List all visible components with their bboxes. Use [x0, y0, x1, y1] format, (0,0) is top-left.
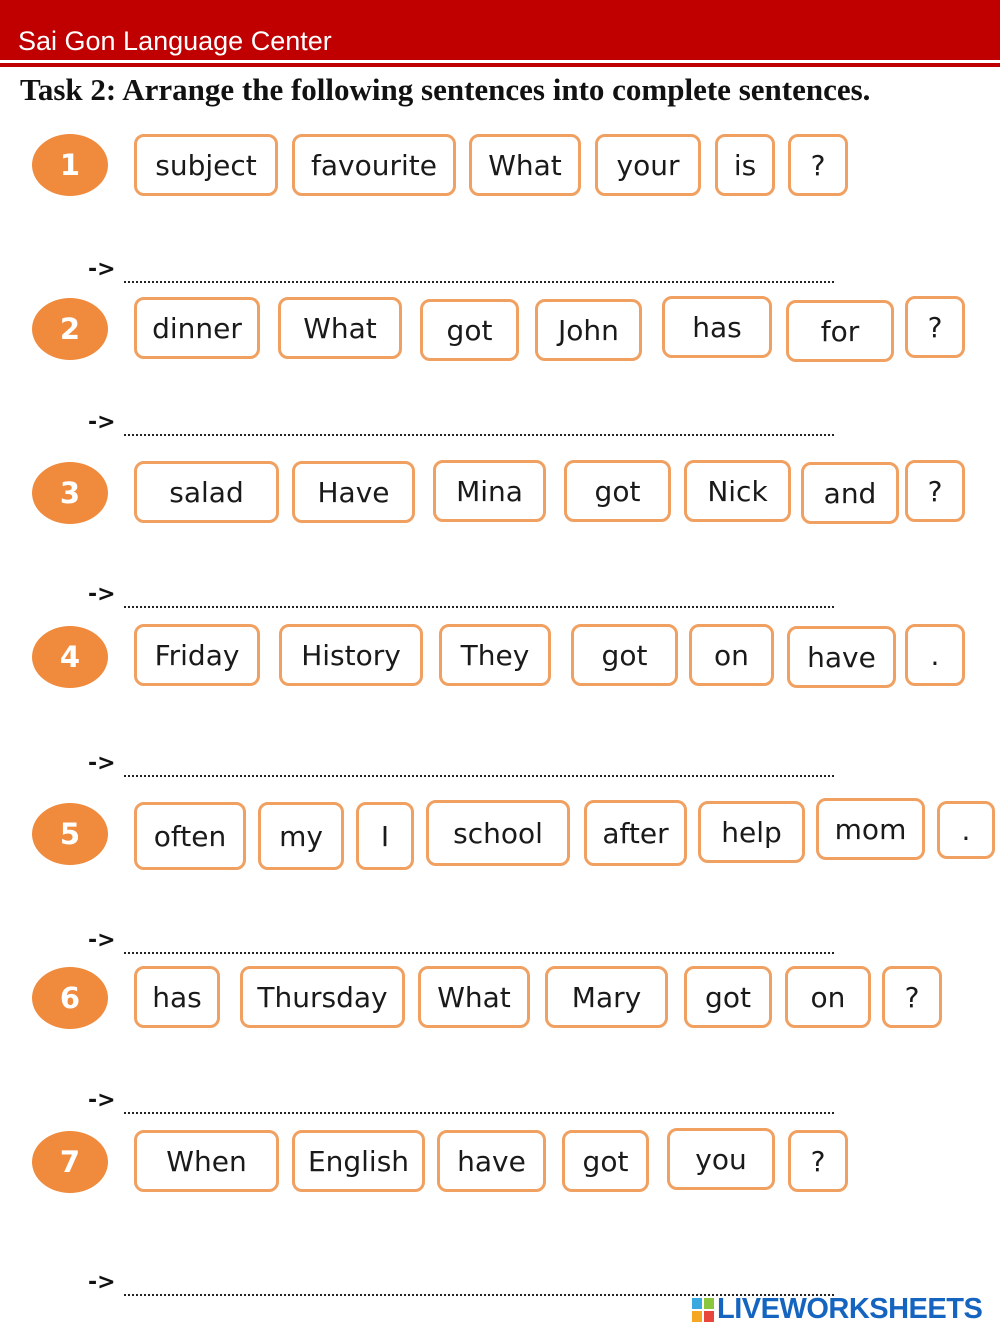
answer-arrow: ->: [88, 927, 116, 953]
answer-line-4: [88, 748, 834, 778]
answer-input-2[interactable]: [124, 408, 834, 436]
word-tile[interactable]: for: [786, 300, 894, 362]
answer-input-4[interactable]: [124, 749, 834, 777]
answer-arrow: ->: [88, 581, 116, 607]
brand-name: LIVEWORKSHEETS: [717, 1293, 983, 1325]
word-tile[interactable]: Have: [292, 461, 415, 523]
word-tile[interactable]: got: [562, 1130, 649, 1192]
word-tile[interactable]: got: [571, 624, 678, 686]
word-tile[interactable]: have: [787, 626, 896, 688]
answer-arrow: ->: [88, 256, 116, 282]
word-tile[interactable]: got: [420, 299, 519, 361]
word-tile[interactable]: you: [667, 1128, 775, 1190]
word-tile[interactable]: What: [278, 297, 402, 359]
word-tile[interactable]: got: [564, 460, 671, 522]
word-tile[interactable]: John: [535, 299, 642, 361]
word-tile[interactable]: mom: [816, 798, 925, 860]
word-tile[interactable]: on: [785, 966, 871, 1028]
word-tile[interactable]: has: [662, 296, 772, 358]
word-tile[interactable]: What: [418, 966, 530, 1028]
answer-input-5[interactable]: [124, 926, 834, 954]
word-tile[interactable]: Mary: [545, 966, 668, 1028]
word-tile[interactable]: after: [584, 800, 687, 866]
answer-line-3: [88, 579, 834, 609]
answer-arrow: ->: [88, 750, 116, 776]
exercise-1-number: 1: [32, 134, 108, 196]
word-tile[interactable]: What: [469, 134, 581, 196]
answer-line-5: [88, 925, 834, 955]
exercise-7-number: 7: [32, 1131, 108, 1193]
word-tile[interactable]: When: [134, 1130, 279, 1192]
word-tile[interactable]: Friday: [134, 624, 260, 686]
word-tile[interactable]: I: [356, 802, 414, 870]
word-tile[interactable]: History: [279, 624, 423, 686]
word-tile[interactable]: English: [292, 1130, 425, 1192]
word-tile[interactable]: Thursday: [240, 966, 405, 1028]
answer-line-1: [88, 254, 834, 284]
answer-line-2: [88, 407, 834, 437]
answer-arrow: ->: [88, 409, 116, 435]
word-tile[interactable]: have: [437, 1130, 546, 1192]
answer-line-6: [88, 1085, 834, 1115]
center-name: Sai Gon Language Center: [18, 26, 332, 56]
liveworksheets-logo: [692, 1293, 982, 1326]
answer-input-1[interactable]: [124, 255, 834, 283]
answer-arrow: ->: [88, 1087, 116, 1113]
word-tile[interactable]: got: [684, 966, 772, 1028]
header-divider: [0, 63, 1000, 67]
word-tile[interactable]: has: [134, 966, 220, 1028]
liveworksheets-icon: [692, 1298, 714, 1322]
answer-arrow: ->: [88, 1269, 116, 1295]
word-tile[interactable]: school: [426, 800, 570, 866]
header-bar: [0, 0, 1000, 60]
word-tile[interactable]: on: [689, 624, 774, 686]
word-tile[interactable]: my: [258, 802, 344, 870]
word-tile[interactable]: is: [715, 134, 775, 196]
exercise-4-number: 4: [32, 626, 108, 688]
word-tile[interactable]: salad: [134, 461, 279, 523]
word-tile[interactable]: Nick: [684, 460, 791, 522]
answer-input-3[interactable]: [124, 580, 834, 608]
word-tile[interactable]: subject: [134, 134, 278, 196]
word-tile[interactable]: help: [698, 801, 805, 863]
word-tile[interactable]: They: [439, 624, 551, 686]
exercise-6-number: 6: [32, 967, 108, 1029]
word-tile[interactable]: favourite: [292, 134, 456, 196]
answer-input-7[interactable]: [124, 1268, 834, 1296]
word-tile[interactable]: ?: [905, 460, 965, 522]
word-tile[interactable]: .: [905, 624, 965, 686]
exercise-3-number: 3: [32, 462, 108, 524]
word-tile[interactable]: Mina: [433, 460, 546, 522]
word-tile[interactable]: ?: [788, 134, 848, 196]
word-tile[interactable]: ?: [882, 966, 942, 1028]
task-title: Task 2: Arrange the following sentences into complete sentences.: [20, 72, 871, 107]
word-tile[interactable]: and: [801, 462, 899, 524]
word-tile[interactable]: often: [134, 802, 246, 870]
word-tile[interactable]: your: [595, 134, 701, 196]
exercise-2-number: 2: [32, 298, 108, 360]
word-tile[interactable]: ?: [788, 1130, 848, 1192]
word-tile[interactable]: ?: [905, 296, 965, 358]
exercise-5-number: 5: [32, 803, 108, 865]
answer-input-6[interactable]: [124, 1086, 834, 1114]
word-tile[interactable]: .: [937, 801, 995, 859]
word-tile[interactable]: dinner: [134, 297, 260, 359]
